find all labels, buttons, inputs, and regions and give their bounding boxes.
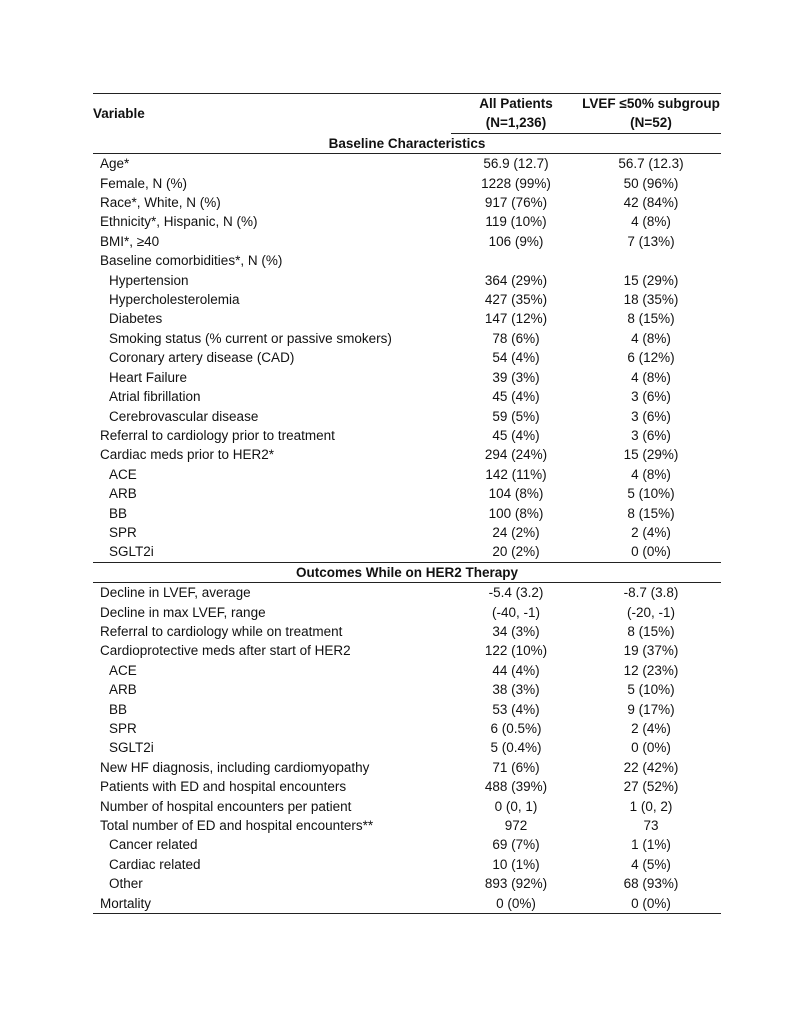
table-row	[93, 816, 721, 835]
table-row	[93, 387, 721, 406]
row-label: ACE	[109, 662, 137, 678]
table-row	[93, 426, 721, 445]
table-row	[93, 738, 721, 757]
row-label: ARB	[109, 682, 137, 698]
all-patients-value: -5.4 (3.2)	[488, 585, 544, 601]
table-row	[93, 523, 721, 542]
row-label: Atrial fibrillation	[109, 389, 201, 405]
table-row	[93, 407, 721, 426]
subgroup-value: 15 (29%)	[623, 272, 679, 288]
subgroup-value: 0 (0%)	[631, 740, 671, 756]
table-row	[93, 855, 721, 874]
subgroup-value: 3 (6%)	[631, 389, 671, 405]
subgroup-value: 19 (37%)	[623, 643, 679, 659]
table-row	[93, 797, 721, 816]
table-body	[93, 133, 721, 913]
all-patients-value: 100 (8%)	[488, 505, 544, 521]
table-row	[93, 348, 721, 367]
subgroup-value: 22 (42%)	[623, 759, 679, 775]
subgroup-value: 0 (0%)	[581, 894, 721, 914]
row-label: Hypercholesterolemia	[109, 292, 240, 308]
all-patients-value: 106 (9%)	[488, 233, 544, 249]
section-title: Outcomes While on HER2 Therapy	[93, 562, 721, 582]
subgroup-value: 2 (4%)	[631, 721, 671, 736]
all-patients-value: 69 (7%)	[492, 837, 540, 853]
subgroup-value: 3 (6%)	[631, 427, 671, 443]
all-patients-value: 427 (35%)	[484, 292, 548, 308]
all-patients-value: 71 (6%)	[492, 759, 540, 775]
row-label: ACE	[109, 466, 137, 482]
header-variable: Variable	[93, 94, 451, 134]
table-row	[93, 484, 721, 503]
row-label: New HF diagnosis, including cardiomyopathy	[100, 759, 370, 775]
table-row	[93, 193, 721, 212]
all-patients-value: 1228 (99%)	[481, 175, 551, 191]
table-row	[93, 835, 721, 854]
all-patients-value: 59 (5%)	[492, 408, 540, 424]
row-label: Referral to cardiology while on treatment	[100, 623, 343, 639]
row-label: Smoking status (% current or passive smokers)	[109, 330, 392, 346]
subgroup-value: 5 (10%)	[627, 682, 675, 698]
subgroup-value: 56.7 (12.3)	[618, 156, 684, 172]
all-patients-value: 20 (2%)	[492, 544, 540, 560]
row-label: ARB	[109, 486, 137, 502]
table-row	[93, 465, 721, 484]
all-patients-value	[451, 251, 581, 270]
all-patients-value: 38 (3%)	[492, 682, 540, 698]
all-patients-value: 0 (0, 1)	[494, 798, 538, 814]
table-row	[93, 874, 721, 893]
row-label: Hypertension	[109, 272, 189, 288]
all-patients-value: 53 (4%)	[492, 701, 540, 717]
row-label: Cerebrovascular disease	[109, 408, 259, 424]
row-label: Ethnicity*, Hispanic, N (%)	[100, 214, 258, 230]
row-label: Patients with ED and hospital encounters	[100, 779, 347, 795]
row-label: Coronary artery disease (CAD)	[109, 350, 295, 366]
row-label: BB	[109, 701, 128, 717]
all-patients-value: 34 (3%)	[492, 623, 540, 639]
row-label: Decline in max LVEF, range	[100, 604, 266, 620]
row-label: Total number of ED and hospital encounters**	[100, 818, 374, 834]
all-patients-value: 0 (0%)	[451, 894, 581, 914]
table-row	[93, 445, 721, 464]
characteristics-table	[93, 93, 721, 914]
subgroup-value: 15 (29%)	[623, 447, 679, 463]
row-label: Cardiac meds prior to HER2*	[100, 447, 275, 463]
table-row	[93, 154, 721, 174]
table-row	[93, 758, 721, 777]
subgroup-value: (-20, -1)	[626, 604, 675, 620]
row-label: Referral to cardiology prior to treatment	[100, 427, 335, 443]
all-patients-value: 78 (6%)	[492, 330, 540, 346]
all-patients-value: 893 (92%)	[484, 876, 548, 892]
subgroup-value: 8 (15%)	[627, 623, 675, 639]
row-label: Decline in LVEF, average	[100, 585, 251, 601]
subgroup-value: 8 (15%)	[627, 311, 675, 327]
all-patients-value: 5 (0.4%)	[490, 740, 542, 756]
subgroup-value: 3 (6%)	[631, 408, 671, 424]
subgroup-value: 27 (52%)	[623, 779, 679, 795]
table-row	[93, 661, 721, 680]
header-subgroup-n: (N=52)	[581, 113, 721, 133]
subgroup-value: 4 (8%)	[631, 214, 671, 230]
row-label: Mortality	[93, 894, 451, 914]
subgroup-value: 9 (17%)	[627, 701, 675, 717]
subgroup-value: 7 (13%)	[627, 233, 675, 249]
table-row	[93, 894, 721, 914]
all-patients-value: 54 (4%)	[492, 350, 540, 366]
table-row	[93, 622, 721, 641]
section-header-row	[93, 133, 721, 153]
table-row	[93, 504, 721, 523]
table-row	[93, 212, 721, 231]
all-patients-value: 6 (0.5%)	[490, 721, 542, 736]
section-header-row	[93, 562, 721, 582]
table-row	[93, 700, 721, 719]
table-row	[93, 232, 721, 251]
all-patients-value: 104 (8%)	[488, 486, 544, 502]
section-title: Baseline Characteristics	[93, 133, 721, 153]
row-label: SPR	[109, 721, 137, 736]
subgroup-value: 73	[643, 818, 659, 834]
header-all-patients-n: (N=1,236)	[451, 113, 581, 133]
all-patients-value: 488 (39%)	[484, 779, 548, 795]
table-row	[93, 329, 721, 348]
subgroup-value	[581, 251, 721, 270]
all-patients-value: 45 (4%)	[492, 389, 540, 405]
table-row	[93, 641, 721, 660]
row-label: Number of hospital encounters per patient	[100, 798, 352, 814]
subgroup-value: 2 (4%)	[631, 524, 671, 540]
table-row	[93, 251, 721, 270]
row-label: Other	[109, 876, 143, 892]
all-patients-value: 122 (10%)	[484, 643, 548, 659]
subgroup-value: 4 (8%)	[631, 369, 671, 385]
table-row	[93, 309, 721, 328]
subgroup-value: 6 (12%)	[627, 350, 675, 366]
all-patients-value: 142 (11%)	[485, 466, 547, 482]
table-row	[93, 271, 721, 290]
table-row	[93, 542, 721, 562]
subgroup-value: 50 (96%)	[623, 175, 679, 191]
row-label: Female, N (%)	[100, 175, 188, 191]
row-label: Age*	[100, 156, 130, 172]
all-patients-value: 364 (29%)	[484, 272, 548, 288]
subgroup-value: 1 (1%)	[631, 837, 671, 853]
all-patients-value: 119 (10%)	[485, 214, 547, 230]
subgroup-value: 18 (35%)	[623, 292, 679, 308]
all-patients-value: 24 (2%)	[492, 524, 540, 540]
subgroup-value: 12 (23%)	[623, 662, 679, 678]
row-label: BMI*, ≥40	[100, 233, 160, 249]
table-row	[93, 290, 721, 309]
subgroup-value: 8 (15%)	[627, 505, 675, 521]
all-patients-value: 56.9 (12.7)	[483, 156, 549, 172]
table-row	[93, 174, 721, 193]
subgroup-value: 4 (5%)	[631, 856, 671, 872]
row-label: SGLT2i	[109, 740, 154, 756]
subgroup-value: 0 (0%)	[631, 544, 671, 560]
row-label: SGLT2i	[109, 544, 154, 560]
row-label: Race*, White, N (%)	[100, 195, 221, 211]
all-patients-value: 10 (1%)	[492, 856, 540, 872]
row-label: Cardiac related	[109, 856, 201, 872]
all-patients-value: (-40, -1)	[491, 604, 540, 620]
header-all-patients: All Patients	[451, 94, 581, 114]
subgroup-value: 4 (8%)	[631, 330, 671, 346]
all-patients-value: 147 (12%)	[484, 311, 548, 327]
all-patients-value: 45 (4%)	[492, 427, 540, 443]
all-patients-value: 972	[504, 818, 528, 834]
table-row	[93, 719, 721, 738]
subgroup-value: 1 (0, 2)	[629, 798, 673, 814]
row-label: Cancer related	[109, 837, 198, 853]
header-subgroup: LVEF ≤50% subgroup	[581, 94, 721, 114]
row-label: Heart Failure	[109, 369, 188, 385]
row-label: Diabetes	[109, 311, 163, 327]
all-patients-value: 294 (24%)	[484, 447, 548, 463]
subgroup-value: 42 (84%)	[623, 195, 679, 211]
row-label: SPR	[109, 524, 137, 540]
all-patients-value: 39 (3%)	[492, 369, 540, 385]
subgroup-value: 68 (93%)	[623, 876, 679, 892]
subgroup-value: 5 (10%)	[627, 486, 675, 502]
all-patients-value: 44 (4%)	[492, 662, 540, 678]
table-row	[93, 368, 721, 387]
subgroup-value: -8.7 (3.8)	[623, 585, 679, 601]
table-row	[93, 603, 721, 622]
row-label: BB	[109, 505, 128, 521]
row-label: Cardioprotective meds after start of HER2	[100, 643, 351, 659]
row-label: Baseline comorbidities*, N (%)	[100, 253, 283, 269]
all-patients-value: 917 (76%)	[484, 195, 548, 211]
table-row	[93, 777, 721, 796]
subgroup-value: 4 (8%)	[631, 466, 671, 482]
table-row	[93, 680, 721, 699]
table-row	[93, 583, 721, 603]
table-header	[93, 94, 721, 134]
